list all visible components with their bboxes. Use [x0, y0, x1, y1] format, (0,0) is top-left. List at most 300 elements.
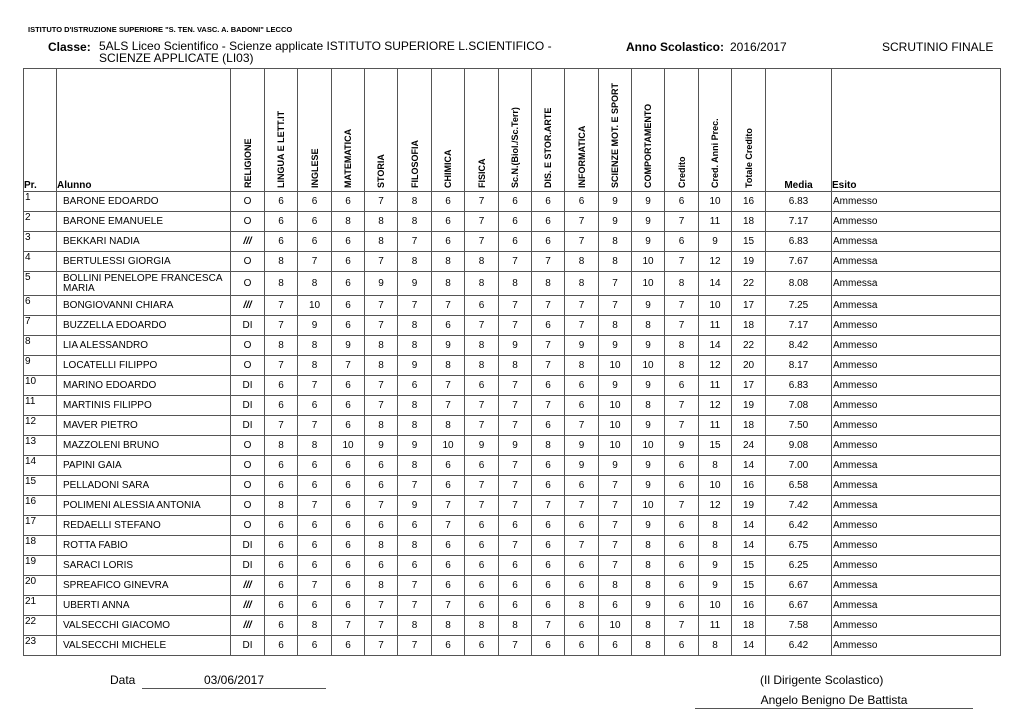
esito-value: Ammesso: [832, 192, 1001, 212]
grade-cell: 8: [465, 336, 499, 356]
student-name: VALSECCHI GIACOMO: [57, 616, 231, 636]
col-header-subject: [332, 69, 365, 192]
grade-cell: 7: [532, 356, 565, 376]
grade-cell: 11: [699, 376, 732, 396]
grade-cell: 6: [332, 192, 365, 212]
grade-cell: 7: [532, 296, 565, 316]
grade-cell: 7: [599, 272, 632, 296]
grade-cell: 6: [532, 212, 565, 232]
media-value: 7.25: [766, 296, 832, 316]
grade-cell: 6: [465, 456, 499, 476]
grade-cell: 9: [599, 376, 632, 396]
col-header-subject: [365, 69, 398, 192]
grade-cell: 8: [532, 272, 565, 296]
dirigente-signature: Angelo Benigno De Battista: [695, 693, 973, 709]
grade-cell: 6: [532, 636, 565, 656]
grade-cell: 10: [599, 356, 632, 376]
grade-cell: 8: [632, 536, 665, 556]
anno-scolastico-label: Anno Scolastico:: [626, 40, 725, 54]
grades-table: [23, 68, 1001, 656]
grade-cell: 7: [532, 252, 565, 272]
grade-cell: 7: [599, 496, 632, 516]
grade-cell: 10: [632, 356, 665, 376]
classe-value: 5ALS Liceo Scientifico - Scienze applicate ISTITUTO SUPERIORE L.SCIENTIFICO - SCIENZE APPLICATE (LI03): [99, 39, 552, 65]
grade-cell: 7: [398, 476, 432, 496]
religione-grade: O: [231, 456, 265, 476]
grade-cell: 6: [332, 516, 365, 536]
row-number: 16: [24, 496, 57, 516]
grade-cell: 6: [665, 596, 699, 616]
grade-cell: 6: [465, 556, 499, 576]
grade-cell: 7: [432, 396, 465, 416]
grade-cell: 6: [432, 536, 465, 556]
grade-cell: 9: [565, 456, 599, 476]
grade-cell: 22: [732, 336, 766, 356]
student-name: BOLLINI PENELOPE FRANCESCA MARIA: [57, 272, 231, 296]
grade-cell: 6: [265, 616, 298, 636]
religione-grade: O: [231, 336, 265, 356]
col-header-subject-label: INFORMATICA: [576, 125, 587, 188]
col-header-subject: [499, 69, 532, 192]
grade-cell: 9: [632, 476, 665, 496]
col-header-subject-label: INGLESE: [309, 148, 320, 188]
religione-grade: DI: [231, 316, 265, 336]
student-name: MAZZOLENI BRUNO: [57, 436, 231, 456]
table-row: [24, 356, 1001, 376]
grade-cell: 6: [265, 456, 298, 476]
student-name: LOCATELLI FILIPPO: [57, 356, 231, 376]
grade-cell: 8: [532, 436, 565, 456]
student-name: SPREAFICO GINEVRA: [57, 576, 231, 596]
student-name: BERTULESSI GIORGIA: [57, 252, 231, 272]
grade-cell: 7: [298, 496, 332, 516]
esito-value: Ammesso: [832, 212, 1001, 232]
grade-cell: 6: [499, 516, 532, 536]
grade-cell: 6: [265, 476, 298, 496]
religione-grade: ///: [231, 576, 265, 596]
table-row: [24, 556, 1001, 576]
grade-cell: 6: [432, 556, 465, 576]
col-header-subject: [632, 69, 665, 192]
table-row: [24, 476, 1001, 496]
grade-cell: 7: [332, 356, 365, 376]
grade-cell: 7: [298, 576, 332, 596]
grade-cell: 6: [398, 516, 432, 536]
student-name: UBERTI ANNA: [57, 596, 231, 616]
grade-cell: 7: [298, 252, 332, 272]
grade-cell: 7: [265, 316, 298, 336]
esito-value: Ammessa: [832, 272, 1001, 296]
grade-cell: 8: [432, 272, 465, 296]
row-number: 2: [24, 212, 57, 232]
media-value: 6.67: [766, 596, 832, 616]
row-number: 21: [24, 596, 57, 616]
grade-cell: 8: [298, 336, 332, 356]
grade-cell: 8: [499, 272, 532, 296]
esito-value: Ammessa: [832, 596, 1001, 616]
grade-cell: 7: [532, 496, 565, 516]
grade-cell: 8: [365, 416, 398, 436]
grade-cell: 8: [565, 596, 599, 616]
esito-value: Ammesso: [832, 336, 1001, 356]
grade-cell: 6: [332, 396, 365, 416]
grade-cell: 10: [699, 476, 732, 496]
esito-value: Ammesso: [832, 356, 1001, 376]
table-row: [24, 436, 1001, 456]
grade-cell: 6: [665, 536, 699, 556]
grade-cell: 9: [599, 192, 632, 212]
student-name: POLIMENI ALESSIA ANTONIA: [57, 496, 231, 516]
grade-cell: 6: [332, 316, 365, 336]
esito-value: Ammessa: [832, 456, 1001, 476]
grade-cell: 8: [365, 232, 398, 252]
col-header-subject-label: Sc.N.(Biol./Sc.Terr): [510, 107, 520, 188]
esito-value: Ammessa: [832, 576, 1001, 596]
grade-cell: 7: [398, 636, 432, 656]
grade-cell: 8: [632, 576, 665, 596]
grade-cell: 8: [699, 536, 732, 556]
grade-cell: 7: [665, 212, 699, 232]
col-header-subject: [465, 69, 499, 192]
grade-cell: 10: [632, 272, 665, 296]
table-row: [24, 576, 1001, 596]
grade-cell: 11: [699, 212, 732, 232]
grade-cell: 8: [298, 272, 332, 296]
grade-cell: 8: [432, 252, 465, 272]
table-row: [24, 212, 1001, 232]
grade-cell: 8: [665, 272, 699, 296]
grade-cell: 6: [298, 636, 332, 656]
grade-cell: 7: [465, 232, 499, 252]
date-label: Data: [110, 673, 136, 687]
grade-cell: 8: [265, 496, 298, 516]
grade-cell: 7: [398, 232, 432, 252]
grade-cell: 15: [732, 556, 766, 576]
grade-cell: 7: [465, 396, 499, 416]
grade-cell: 6: [298, 192, 332, 212]
religione-grade: O: [231, 272, 265, 296]
grade-cell: 6: [332, 556, 365, 576]
grade-cell: 7: [365, 636, 398, 656]
grade-cell: 14: [732, 516, 766, 536]
grade-cell: 7: [465, 496, 499, 516]
grade-cell: 6: [532, 192, 565, 212]
grade-cell: 6: [565, 476, 599, 496]
grade-cell: 7: [665, 252, 699, 272]
media-value: 6.25: [766, 556, 832, 576]
grade-cell: 6: [432, 192, 465, 212]
grade-cell: 12: [699, 252, 732, 272]
media-value: 9.08: [766, 436, 832, 456]
esito-value: Ammesso: [832, 416, 1001, 436]
grade-cell: 7: [599, 296, 632, 316]
grade-cell: 8: [365, 356, 398, 376]
media-value: 7.50: [766, 416, 832, 436]
col-header-subject: [265, 69, 298, 192]
grade-cell: 6: [398, 376, 432, 396]
grade-cell: 6: [599, 636, 632, 656]
religione-grade: O: [231, 192, 265, 212]
grade-cell: 6: [499, 212, 532, 232]
grade-cell: 8: [699, 516, 732, 536]
col-header-pr: Pr.: [24, 69, 57, 192]
grade-cell: 8: [298, 436, 332, 456]
table-row: [24, 616, 1001, 636]
grade-cell: 6: [665, 476, 699, 496]
grade-cell: 9: [398, 496, 432, 516]
grade-cell: 22: [732, 272, 766, 296]
media-value: 6.42: [766, 516, 832, 536]
esito-value: Ammessa: [832, 476, 1001, 496]
media-value: 6.83: [766, 232, 832, 252]
grade-cell: 7: [298, 376, 332, 396]
grade-cell: 6: [265, 536, 298, 556]
table-row: [24, 296, 1001, 316]
grade-cell: 7: [265, 296, 298, 316]
grade-cell: 17: [732, 296, 766, 316]
col-header-subject: [732, 69, 766, 192]
student-name: SARACI LORIS: [57, 556, 231, 576]
grade-cell: 6: [332, 596, 365, 616]
col-header-subject: [699, 69, 732, 192]
grade-cell: 7: [432, 376, 465, 396]
esito-value: Ammessa: [832, 252, 1001, 272]
grade-cell: 6: [332, 576, 365, 596]
grade-cell: 6: [499, 596, 532, 616]
grade-cell: 9: [632, 456, 665, 476]
grade-cell: 7: [465, 416, 499, 436]
grade-cell: 6: [532, 596, 565, 616]
religione-grade: ///: [231, 616, 265, 636]
table-row: [24, 376, 1001, 396]
row-number: 11: [24, 396, 57, 416]
row-number: 6: [24, 296, 57, 316]
grade-cell: 8: [298, 616, 332, 636]
grade-cell: 9: [432, 336, 465, 356]
grade-cell: 7: [599, 556, 632, 576]
grade-cell: 8: [632, 316, 665, 336]
grade-cell: 6: [432, 212, 465, 232]
grade-cell: 8: [632, 556, 665, 576]
grade-cell: 9: [632, 336, 665, 356]
grade-cell: 6: [365, 556, 398, 576]
grade-cell: 9: [632, 416, 665, 436]
row-number: 7: [24, 316, 57, 336]
grade-cell: 8: [265, 272, 298, 296]
grade-cell: 7: [665, 296, 699, 316]
student-name: MARTINIS FILIPPO: [57, 396, 231, 416]
grade-cell: 15: [732, 576, 766, 596]
table-row: [24, 316, 1001, 336]
col-header-subject: [599, 69, 632, 192]
table-row: [24, 636, 1001, 656]
table-row: [24, 336, 1001, 356]
col-header-subject-label: STORIA: [376, 154, 386, 188]
grade-cell: 7: [365, 596, 398, 616]
grade-cell: 6: [665, 556, 699, 576]
grade-cell: 6: [532, 476, 565, 496]
grade-cell: 6: [465, 536, 499, 556]
grade-cell: 10: [632, 436, 665, 456]
grade-cell: 8: [632, 616, 665, 636]
grade-cell: 6: [332, 376, 365, 396]
grade-cell: 7: [599, 536, 632, 556]
table-row: [24, 496, 1001, 516]
grade-cell: 14: [732, 636, 766, 656]
grade-cell: 6: [665, 456, 699, 476]
grade-cell: 9: [365, 272, 398, 296]
grade-cell: 8: [365, 336, 398, 356]
grade-cell: 7: [499, 496, 532, 516]
grade-cell: 17: [732, 376, 766, 396]
grade-cell: 18: [732, 616, 766, 636]
col-header-subject-label: DIS. E STOR.ARTE: [543, 107, 553, 188]
grade-cell: 10: [599, 416, 632, 436]
grade-cell: 8: [432, 356, 465, 376]
esito-value: Ammesso: [832, 516, 1001, 536]
table-row: [24, 416, 1001, 436]
religione-grade: ///: [231, 232, 265, 252]
media-value: 6.75: [766, 536, 832, 556]
esito-value: Ammesso: [832, 556, 1001, 576]
grade-cell: 6: [465, 596, 499, 616]
grade-cell: 8: [265, 252, 298, 272]
esito-value: Ammessa: [832, 232, 1001, 252]
grade-cell: 7: [565, 496, 599, 516]
grade-cell: 8: [565, 252, 599, 272]
table-row: [24, 192, 1001, 212]
row-number: 20: [24, 576, 57, 596]
row-number: 9: [24, 356, 57, 376]
grade-cell: 24: [732, 436, 766, 456]
col-header-subject-label: Totale Credito: [743, 128, 754, 188]
grade-cell: 8: [499, 356, 532, 376]
row-number: 1: [24, 192, 57, 212]
grade-cell: 9: [699, 556, 732, 576]
grade-cell: 9: [599, 212, 632, 232]
student-name: MAVER PIETRO: [57, 416, 231, 436]
grade-cell: 6: [265, 376, 298, 396]
grade-cell: 7: [365, 376, 398, 396]
col-header-subject-label: CHIMICA: [443, 149, 453, 188]
col-header-subject-label: FILOSOFIA: [409, 140, 420, 188]
grade-cell: 8: [398, 336, 432, 356]
grade-cell: 6: [665, 576, 699, 596]
grade-cell: 7: [499, 416, 532, 436]
row-number: 15: [24, 476, 57, 496]
religione-grade: DI: [231, 396, 265, 416]
grade-cell: 6: [332, 416, 365, 436]
grade-cell: 14: [732, 536, 766, 556]
grade-cell: 6: [665, 636, 699, 656]
grade-cell: 7: [365, 316, 398, 336]
grade-cell: 10: [632, 496, 665, 516]
grade-cell: 6: [298, 396, 332, 416]
grade-cell: 7: [499, 396, 532, 416]
grade-cell: 6: [532, 536, 565, 556]
grade-cell: 6: [265, 232, 298, 252]
grade-cell: 6: [532, 232, 565, 252]
grade-cell: 7: [499, 316, 532, 336]
col-header-subject-label: LINGUA E LETT.IT: [276, 110, 286, 188]
grade-cell: 8: [499, 616, 532, 636]
grade-cell: 15: [699, 436, 732, 456]
grade-cell: 19: [732, 396, 766, 416]
grade-cell: 8: [665, 356, 699, 376]
grade-cell: 6: [332, 232, 365, 252]
media-value: 7.17: [766, 212, 832, 232]
grade-cell: 6: [532, 316, 565, 336]
grade-cell: 6: [565, 576, 599, 596]
grade-cell: 11: [699, 616, 732, 636]
grade-cell: 6: [265, 212, 298, 232]
grade-cell: 8: [332, 212, 365, 232]
table-row: [24, 516, 1001, 536]
grade-cell: 9: [398, 436, 432, 456]
col-header-subject-label: Cred. Anni Prec.: [710, 118, 720, 188]
grade-cell: 10: [332, 436, 365, 456]
grade-cell: 7: [432, 516, 465, 536]
esito-value: Ammesso: [832, 316, 1001, 336]
grade-cell: 6: [665, 516, 699, 536]
grade-cell: 7: [599, 516, 632, 536]
grade-cell: 7: [565, 316, 599, 336]
row-number: 12: [24, 416, 57, 436]
grade-cell: 6: [332, 496, 365, 516]
grade-cell: 6: [332, 476, 365, 496]
grade-cell: 6: [432, 576, 465, 596]
student-name: PAPINI GAIA: [57, 456, 231, 476]
grade-cell: 8: [298, 356, 332, 376]
media-value: 8.08: [766, 272, 832, 296]
religione-grade: O: [231, 356, 265, 376]
student-name: LIA ALESSANDRO: [57, 336, 231, 356]
grade-cell: 6: [499, 576, 532, 596]
grade-cell: 9: [632, 516, 665, 536]
table-row: [24, 232, 1001, 252]
grade-cell: 9: [632, 232, 665, 252]
anno-scolastico-value: 2016/2017: [730, 40, 787, 54]
grade-cell: 6: [565, 376, 599, 396]
grade-cell: 9: [365, 436, 398, 456]
row-number: 14: [24, 456, 57, 476]
media-value: 8.42: [766, 336, 832, 356]
grade-cell: 7: [398, 576, 432, 596]
grade-cell: 8: [565, 356, 599, 376]
table-row: [24, 272, 1001, 296]
grade-cell: 6: [265, 516, 298, 536]
grade-cell: 18: [732, 316, 766, 336]
grade-cell: 14: [699, 336, 732, 356]
student-name: PELLADONI SARA: [57, 476, 231, 496]
grade-cell: 12: [699, 356, 732, 376]
col-header-subject: [398, 69, 432, 192]
grade-cell: 7: [465, 476, 499, 496]
grade-cell: 6: [298, 232, 332, 252]
grade-cell: 9: [499, 336, 532, 356]
grade-cell: 6: [565, 556, 599, 576]
grade-cell: 6: [432, 232, 465, 252]
grade-cell: 7: [499, 636, 532, 656]
grade-cell: 6: [432, 476, 465, 496]
grade-cell: 6: [565, 516, 599, 536]
grade-cell: 9: [632, 596, 665, 616]
grade-cell: 6: [465, 376, 499, 396]
grade-cell: 8: [599, 232, 632, 252]
grade-cell: 7: [499, 376, 532, 396]
grade-cell: 9: [632, 376, 665, 396]
religione-grade: DI: [231, 556, 265, 576]
